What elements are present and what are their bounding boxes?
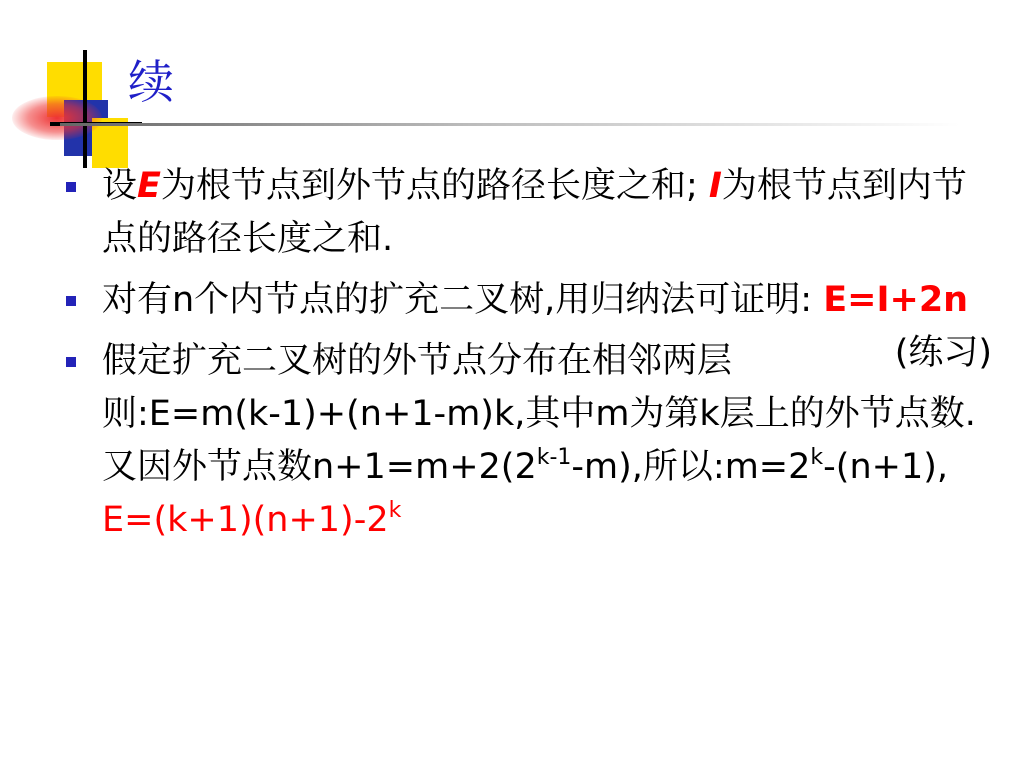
corner-red-glow [12, 96, 102, 140]
bullet-marker [66, 182, 76, 192]
text-claim: 对有n个内节点的扩充二叉树,用归纳法可证明: [102, 280, 824, 320]
bullet-marker [66, 357, 76, 367]
corner-vertical-line [83, 50, 87, 168]
result-base: E=(k+1)(n+1)-2 [102, 500, 389, 540]
symbol-i: I [708, 166, 722, 206]
bullet-list [62, 160, 992, 555]
superscript-k-minus-1: k-1 [536, 445, 572, 470]
superscript-k: k [810, 445, 824, 470]
title-underline [60, 123, 960, 126]
text-derivation-2: -m),所以:m=2 [571, 447, 811, 487]
list-item [62, 335, 992, 547]
text-e-desc: 为根节点到外节点的路径长度之和; [160, 166, 709, 206]
list-item [62, 274, 992, 373]
text-derivation-1: 假定扩充二叉树的外节点分布在相邻两层则:E=m(k-1)+(n+1-m)k,其中m为第k层上的外节点数.又因外节点数n+1=m+2(2 [102, 341, 976, 487]
list-item [62, 160, 992, 266]
bullet-text [102, 335, 992, 547]
bullet-text [102, 274, 992, 373]
bullet-marker [66, 296, 76, 306]
text-lead: 设 [102, 166, 138, 206]
text-exercise: (练习) [894, 333, 992, 373]
formula-e-equals: E=I+2n [823, 280, 969, 320]
result-formula [102, 500, 401, 540]
result-superscript: k [388, 498, 402, 523]
bullet-text [102, 160, 992, 266]
symbol-e: E [137, 166, 161, 206]
text-i-desc: 为根节点到内节点的路径长度之和. [102, 166, 967, 259]
slide-title: 续 [128, 55, 174, 109]
text-derivation-3: -(n+1), [823, 447, 948, 487]
